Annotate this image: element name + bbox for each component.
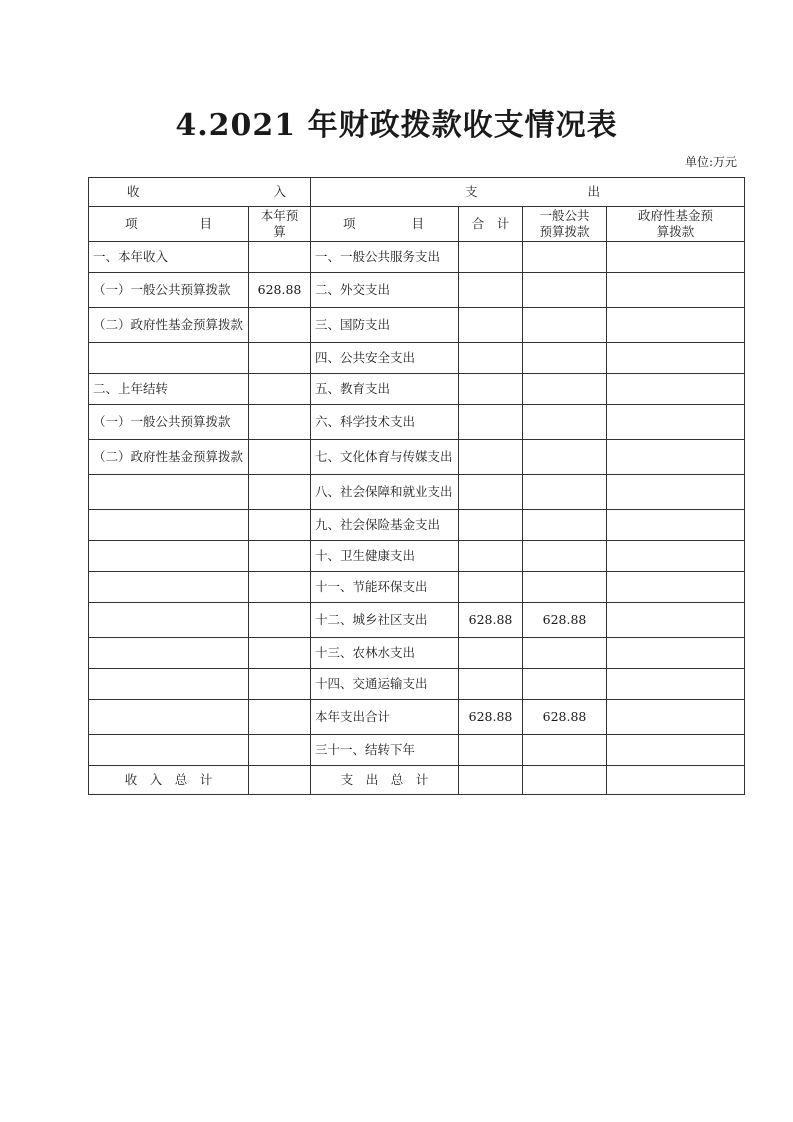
expense-item-cell: 九、社会保险基金支出: [311, 510, 459, 541]
expense-total-fund: [607, 766, 745, 795]
income-amount-cell: [249, 405, 311, 440]
income-item-cell: [89, 343, 249, 374]
total-cell: [459, 343, 523, 374]
total-cell: [459, 405, 523, 440]
total-cell: 628.88: [459, 603, 523, 638]
expense-total-label: 支 出 总 计: [311, 766, 459, 795]
expense-item-cell: 二、外交支出: [311, 273, 459, 308]
total-cell: [459, 669, 523, 700]
total-cell: [459, 638, 523, 669]
income-amount-cell: [249, 735, 311, 766]
income-total-value: [249, 766, 311, 795]
fund-cell: [607, 510, 745, 541]
fund-cell: [607, 572, 745, 603]
expense-item-cell: 八、社会保障和就业支出: [311, 475, 459, 510]
general-cell: [523, 638, 607, 669]
budget-col-header: 本年预算: [249, 207, 311, 242]
total-cell: [459, 735, 523, 766]
fund-cell: [607, 374, 745, 405]
income-amount-cell: 628.88: [249, 273, 311, 308]
table-row: [89, 510, 745, 541]
total-cell: 628.88: [459, 700, 523, 735]
income-amount-cell: [249, 308, 311, 343]
table-row: [89, 343, 745, 374]
total-cell: [459, 572, 523, 603]
total-cell: [459, 510, 523, 541]
income-amount-cell: [249, 541, 311, 572]
income-item-cell: [89, 510, 249, 541]
general-cell: [523, 735, 607, 766]
expense-item-cell: 六、科学技术支出: [311, 405, 459, 440]
income-amount-cell: [249, 343, 311, 374]
total-cell: [459, 440, 523, 475]
total-cell: [459, 475, 523, 510]
income-item-cell: [89, 669, 249, 700]
table-row: [89, 638, 745, 669]
total-cell: [459, 374, 523, 405]
income-total-label: 收 入 总 计: [89, 766, 249, 795]
total-cell: [459, 242, 523, 273]
fund-cell: [607, 700, 745, 735]
expense-item-cell: 三十一、结转下年: [311, 735, 459, 766]
general-cell: [523, 343, 607, 374]
income-amount-cell: [249, 374, 311, 405]
fund-cell: [607, 638, 745, 669]
income-item-cell: [89, 475, 249, 510]
income-item-cell: （一）一般公共预算拨款: [89, 405, 249, 440]
income-item-cell: [89, 541, 249, 572]
general-cell: [523, 242, 607, 273]
expense-item-cell: 三、国防支出: [311, 308, 459, 343]
income-amount-cell: [249, 242, 311, 273]
income-amount-cell: [249, 700, 311, 735]
table-row: [89, 603, 745, 638]
general-cell: [523, 308, 607, 343]
income-amount-cell: [249, 440, 311, 475]
expense-item-cell: 一、一般公共服务支出: [311, 242, 459, 273]
income-amount-cell: [249, 638, 311, 669]
page-title: 4.2021 年财政拨款收支情况表: [175, 108, 618, 143]
fund-col-header: 政府性基金预算拨款: [607, 207, 745, 242]
table-row: [89, 440, 745, 475]
fund-cell: [607, 405, 745, 440]
income-item-cell: [89, 700, 249, 735]
expense-item-cell: 十一、节能环保支出: [311, 572, 459, 603]
fund-cell: [607, 603, 745, 638]
table-row: [89, 308, 745, 343]
general-col-header: 一般公共预算拨款: [523, 207, 607, 242]
table-row: [89, 405, 745, 440]
income-amount-cell: [249, 572, 311, 603]
table-row: [89, 273, 745, 308]
item-right-header: 项 目: [311, 207, 459, 242]
table-row: [89, 700, 745, 735]
expense-item-cell: 七、文化体育与传媒支出: [311, 440, 459, 475]
total-col-header: 合 计: [459, 207, 523, 242]
general-cell: 628.88: [523, 700, 607, 735]
table-row: [89, 735, 745, 766]
table-row: [89, 669, 745, 700]
column-header-row: [89, 207, 745, 242]
income-amount-cell: [249, 603, 311, 638]
fund-cell: [607, 475, 745, 510]
table-row: [89, 572, 745, 603]
income-item-cell: [89, 572, 249, 603]
general-cell: [523, 374, 607, 405]
general-cell: [523, 669, 607, 700]
expense-item-cell: 十三、农林水支出: [311, 638, 459, 669]
income-amount-cell: [249, 475, 311, 510]
expense-group-header: 支 出: [311, 178, 745, 207]
income-item-cell: （二）政府性基金预算拨款: [89, 440, 249, 475]
fund-cell: [607, 541, 745, 572]
fund-cell: [607, 343, 745, 374]
income-amount-cell: [249, 669, 311, 700]
general-cell: [523, 510, 607, 541]
fund-cell: [607, 308, 745, 343]
table-row: [89, 374, 745, 405]
expense-total-general: [523, 766, 607, 795]
fund-cell: [607, 669, 745, 700]
income-item-cell: [89, 603, 249, 638]
general-cell: [523, 273, 607, 308]
general-cell: [523, 440, 607, 475]
expense-item-cell: 十、卫生健康支出: [311, 541, 459, 572]
item-left-header: 项 目: [89, 207, 249, 242]
footer-row: [89, 766, 745, 795]
total-cell: [459, 308, 523, 343]
fund-cell: [607, 273, 745, 308]
fund-cell: [607, 440, 745, 475]
expense-item-cell: 本年支出合计: [311, 700, 459, 735]
expense-item-cell: 五、教育支出: [311, 374, 459, 405]
income-group-header: 收 入: [89, 178, 311, 207]
table-row: [89, 475, 745, 510]
unit-label: 单位:万元: [684, 155, 737, 169]
income-item-cell: 二、上年结转: [89, 374, 249, 405]
income-item-cell: [89, 638, 249, 669]
general-cell: [523, 572, 607, 603]
general-cell: [523, 405, 607, 440]
total-cell: [459, 273, 523, 308]
expense-item-cell: 十二、城乡社区支出: [311, 603, 459, 638]
income-item-cell: [89, 735, 249, 766]
income-amount-cell: [249, 510, 311, 541]
budget-table: [88, 177, 745, 795]
general-cell: [523, 475, 607, 510]
fund-cell: [607, 242, 745, 273]
expense-total-sum: [459, 766, 523, 795]
table-row: [89, 242, 745, 273]
total-cell: [459, 541, 523, 572]
fund-cell: [607, 735, 745, 766]
income-item-cell: 一、本年收入: [89, 242, 249, 273]
table-row: [89, 541, 745, 572]
general-cell: 628.88: [523, 603, 607, 638]
income-item-cell: （二）政府性基金预算拨款: [89, 308, 249, 343]
expense-item-cell: 十四、交通运输支出: [311, 669, 459, 700]
income-item-cell: （一）一般公共预算拨款: [89, 273, 249, 308]
general-cell: [523, 541, 607, 572]
group-header-row: [89, 178, 745, 207]
expense-item-cell: 四、公共安全支出: [311, 343, 459, 374]
